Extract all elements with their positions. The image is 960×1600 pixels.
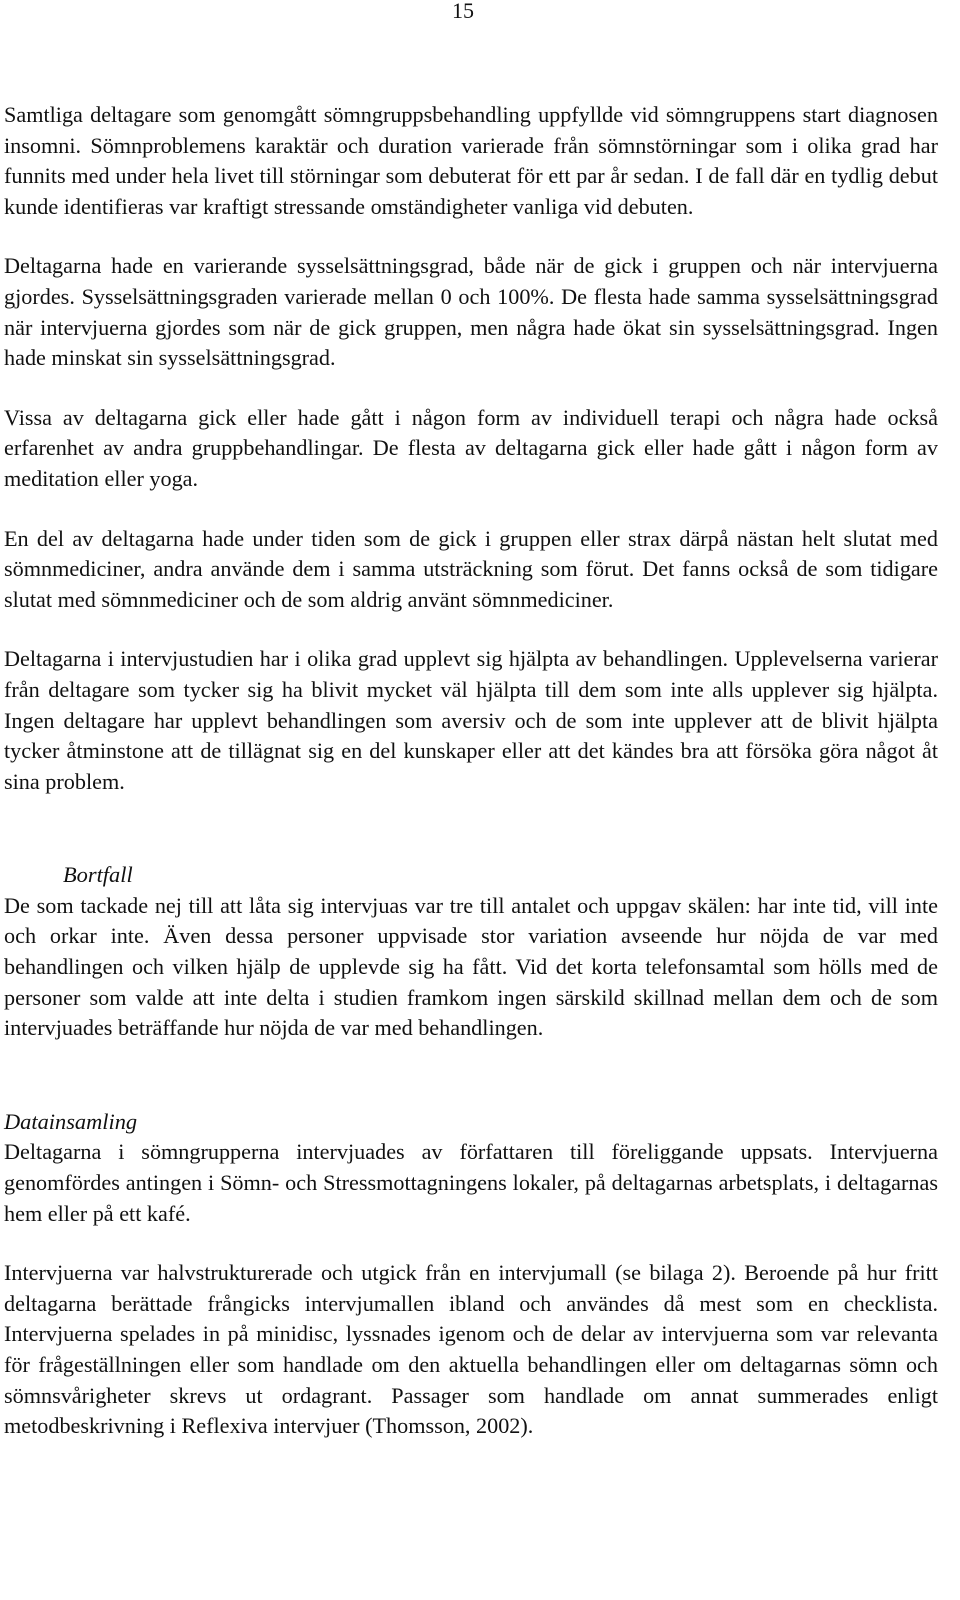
paragraph-experience: Deltagarna i intervjustudien har i olika grad upplevt sig hjälpta av behandlingen. Upplevelserna varierar från deltagare som tycker sig ha blivit mycket väl hjälpta till dem som inte alls upplever sig hjälpta. Ingen deltagare har upplevt behandlingen som aversiv och de som inte upplever att de blivit hjälpta tycker åtminstone att de tillägnat sig en del kunskaper eller att det kändes bra att försöka göra något åt sina problem. xyxy=(4,646,938,794)
paragraph-medication: En del av deltagarna hade under tiden som de gick i gruppen eller strax därpå nästan helt slutat med sömnmediciner, andra använde dem i samma utsträckning som förut. Det fanns också de som tidigare slutat med sömnmediciner och de som aldrig använt sömnmediciner. xyxy=(4,525,938,612)
paragraph-employment: Deltagarna hade en varierande sysselsättningsgrad, både när de gick i gruppen och när intervjuerna gjordes. Sysselsättningsgraden varierade mellan 0 och 100%. De flesta hade samma sysselsättningsgrad när intervjuerna gjordes som när de gick gruppen, men några hade ökat sin sysselsättningsgrad. Ingen hade minskat sin sysselsättningsgrad. xyxy=(4,253,938,371)
section-heading-bortfall: Bortfall xyxy=(63,862,133,888)
page-number: 15 xyxy=(452,0,474,23)
paragraph-datainsamling-1: Deltagarna i sömngrupperna intervjuades av författaren till föreliggande uppsats. Intervjuerna genomfördes antingen i Sömn- och Stressmottagningens lokaler, på deltagarnas arbetsplats, i deltagarnas hem eller på ett kafé. xyxy=(4,1139,938,1226)
paragraph-bortfall: De som tackade nej till att låta sig intervjuas var tre till antalet och uppgav skälen: har inte tid, vill inte och orkar inte. Även dessa personer uppvisade stor variation avseende hur nöjda de var med behandlingen och vilken hjälp de upplevde sig ha fått. Vid det korta telefonsamtal som hölls med de personer som valde att inte delta i studien framkom ingen särskild skillnad mellan dem och de som intervjuades beträffande hur nöjda de var med behandlingen. xyxy=(4,892,938,1041)
document-body xyxy=(4,100,938,1442)
paragraph-therapy: Vissa av deltagarna gick eller hade gått i någon form av individuell terapi och några hade också erfarenhet av andra gruppbehandlingar. De flesta av deltagarna gick eller hade gått i någon form av meditation eller yoga. xyxy=(4,404,938,491)
section-heading-datainsamling: Datainsamling xyxy=(4,1108,138,1134)
paragraph-datainsamling-2: Intervjuerna var halvstrukturerade och utgick från en intervjumall (se bilaga 2). Beroende på hur fritt deltagarna berättade frångicks intervjumallen ibland och användes då mest som en checklista. Intervjuerna spelades in på minidisc, lyssnades igenom och de delar av intervjuerna som var relevanta för frågeställningen eller som handlade om den aktuella behandlingen eller om deltagarnas sömn och sömnsvårigheter skrevs ut ordagrant. Passager som handlade om annat summerades enligt metodbeskrivning i Reflexiva intervjuer (Thomsson, 2002). xyxy=(4,1260,938,1439)
paragraph-diagnosis: Samtliga deltagare som genomgått sömngruppsbehandling uppfyllde vid sömngruppens start diagnosen insomni. Sömnproblemens karaktär och duration varierade från sömnstörningar som i olika grad har funnits med under hela livet till störningar som debuterat för ett par år sedan. I de fall där en tydlig debut kunde identifieras var kraftigt stressande omständigheter vanliga vid debuten. xyxy=(4,102,938,219)
